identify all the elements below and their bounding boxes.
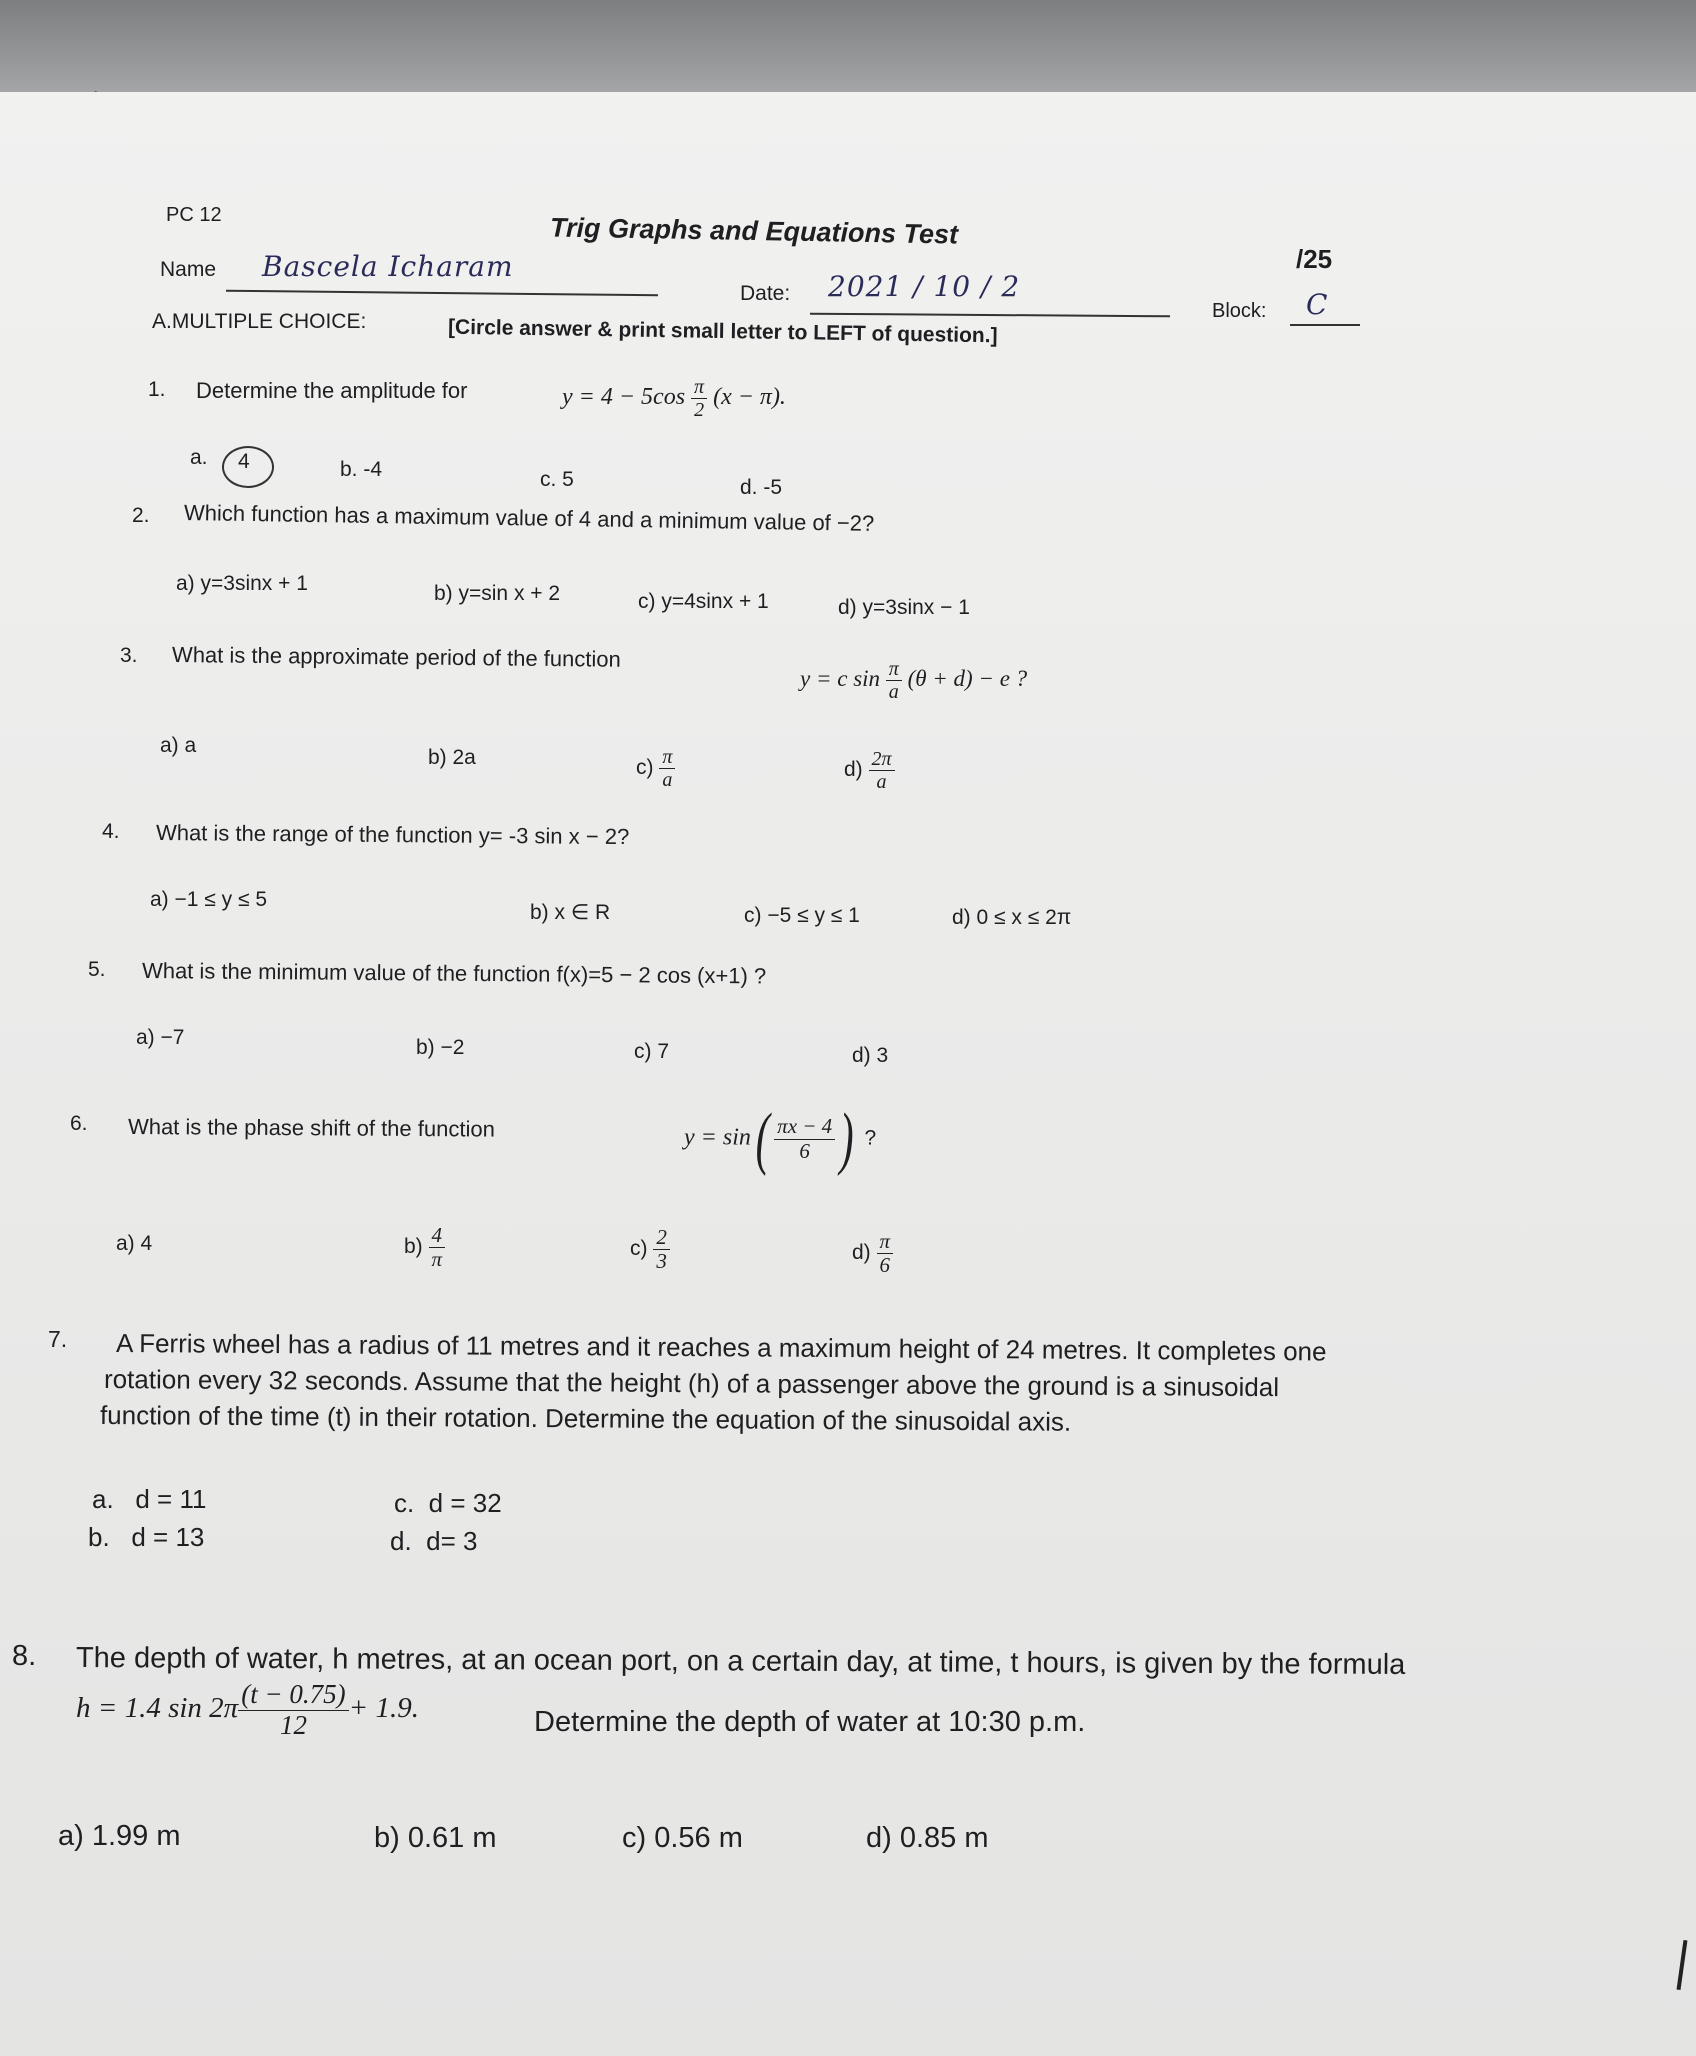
q4-option-c[interactable]: c) −5 ≤ y ≤ 1: [744, 904, 860, 927]
q7-number: 7.: [48, 1326, 68, 1352]
q2-option-c[interactable]: c) y=4sinx + 1: [638, 590, 769, 613]
q7-text-line-3: function of the time (t) in their rotation. Determine the equation of the sinusoidal axis.: [99, 1400, 1072, 1437]
q7-option-d[interactable]: d. d= 3: [390, 1526, 478, 1556]
q8-text: The depth of water, h metres, at an ocean port, on a certain day, at time, t hours, is given by the formula: [75, 1642, 1406, 1681]
q3-formula: y = c sin $\frac{\pi}{a}$ (θ + d) − e ?: [800, 658, 1028, 703]
q4-option-b[interactable]: b) x ∈ R: [530, 901, 611, 924]
q2-option-d[interactable]: d) y=3sinx − 1: [838, 596, 970, 619]
q6-formula: y = sin( $\frac{\pi x - 4}{6}$ ) ?: [684, 1100, 877, 1177]
q7-option-b[interactable]: b. d = 13: [88, 1522, 205, 1552]
q4-text: What is the range of the function y= -3 sin x − 2?: [155, 820, 630, 850]
q1-option-a-value[interactable]: 4: [238, 450, 250, 473]
q8-text-2: Determine the depth of water at 10:30 p.m.: [534, 1706, 1086, 1738]
q7-option-a[interactable]: a. d = 11: [92, 1484, 207, 1514]
section-instruction: [Circle answer & print small letter to LEFT of question.]: [447, 315, 998, 348]
q1-option-c[interactable]: c. 5: [540, 468, 574, 491]
date-underline: [810, 313, 1170, 318]
q5-text: What is the minimum value of the function f(x)=5 − 2 cos (x+1) ?: [141, 958, 767, 989]
block-handwritten: C: [1306, 288, 1329, 321]
q4-option-a[interactable]: a) −1 ≤ y ≤ 5: [150, 888, 268, 911]
date-label: Date:: [740, 282, 791, 305]
page-title: Trig Graphs and Equations Test: [549, 212, 959, 250]
name-underline: [226, 290, 658, 297]
q3-number: 3.: [120, 644, 138, 667]
course-code: PC 12: [166, 204, 222, 226]
q7-text-line-2: rotation every 32 seconds. Assume that the height (h) of a passenger above the ground is a sinusoidal: [103, 1364, 1280, 1403]
q2-option-a[interactable]: a) y=3sinx + 1: [176, 572, 308, 595]
q8-number: 8.: [12, 1640, 37, 1672]
q3-option-a[interactable]: a) a: [160, 734, 197, 757]
q5-option-c[interactable]: c) 7: [634, 1040, 670, 1063]
q2-text: Which function has a maximum value of 4 and a minimum value of −2?: [183, 500, 875, 536]
q1-formula: y = 4 − 5cos $\frac{\pi}{2}$ (x − π).: [562, 376, 786, 421]
q8-option-a[interactable]: a) 1.99 m: [58, 1820, 181, 1852]
q6-option-a[interactable]: a) 4: [116, 1232, 153, 1255]
q5-option-a[interactable]: a) −7: [136, 1026, 185, 1049]
date-handwritten: 2021 / 10 / 2: [828, 270, 1021, 303]
section-label: A.MULTIPLE CHOICE:: [152, 310, 367, 333]
q3-option-d[interactable]: d) $\frac{2\pi}{a}$: [844, 748, 895, 793]
q6-option-d[interactable]: d) $\frac{\pi}{6}$: [852, 1230, 893, 1277]
q1-option-d[interactable]: d. -5: [740, 476, 783, 499]
q1-option-a-label[interactable]: a.: [190, 446, 208, 469]
q5-option-b[interactable]: b) −2: [416, 1036, 465, 1059]
q8-option-d[interactable]: d) 0.85 m: [866, 1822, 989, 1854]
q6-option-c[interactable]: c) $\frac{2}{3}$: [630, 1226, 670, 1273]
q8-formula: h = 1.4 sin 2π $\frac{(t - 0.75)}{12}$ + 1.9.: [76, 1679, 419, 1740]
background-surface: [0, 0, 1696, 92]
q8-option-b[interactable]: b) 0.61 m: [374, 1822, 497, 1854]
score-total: /25: [1296, 244, 1333, 274]
q6-text: What is the phase shift of the function: [127, 1114, 495, 1142]
q1-text: Determine the amplitude for: [196, 378, 468, 403]
block-label: Block:: [1212, 300, 1267, 322]
q7-option-c[interactable]: c. d = 32: [394, 1488, 502, 1518]
q1-number: 1.: [148, 378, 166, 401]
q2-option-b[interactable]: b) y=sin x + 2: [434, 582, 561, 605]
test-sheet: [0, 92, 1696, 2056]
q1-option-b[interactable]: b. -4: [340, 458, 383, 481]
name-label: Name: [160, 258, 217, 281]
q6-number: 6.: [70, 1112, 88, 1135]
q4-option-d[interactable]: d) 0 ≤ x ≤ 2π: [952, 906, 1072, 929]
q3-text: What is the approximate period of the function: [171, 642, 621, 672]
q5-number: 5.: [88, 958, 106, 981]
q4-number: 4.: [102, 820, 120, 843]
q8-option-c[interactable]: c) 0.56 m: [622, 1822, 743, 1854]
block-underline: [1290, 324, 1360, 326]
q6-option-b[interactable]: b) $\frac{4}{\pi}$: [404, 1224, 445, 1271]
q5-option-d[interactable]: d) 3: [852, 1044, 889, 1067]
q3-option-b[interactable]: b) 2a: [428, 746, 476, 769]
name-handwritten: Bascela Icharam: [262, 250, 514, 283]
q7-text-line-1: A Ferris wheel has a radius of 11 metres and it reaches a maximum height of 24 metres. It completes one: [115, 1328, 1327, 1367]
q3-option-c[interactable]: c) $\frac{\pi}{a}$: [636, 746, 675, 791]
q2-number: 2.: [132, 504, 150, 527]
